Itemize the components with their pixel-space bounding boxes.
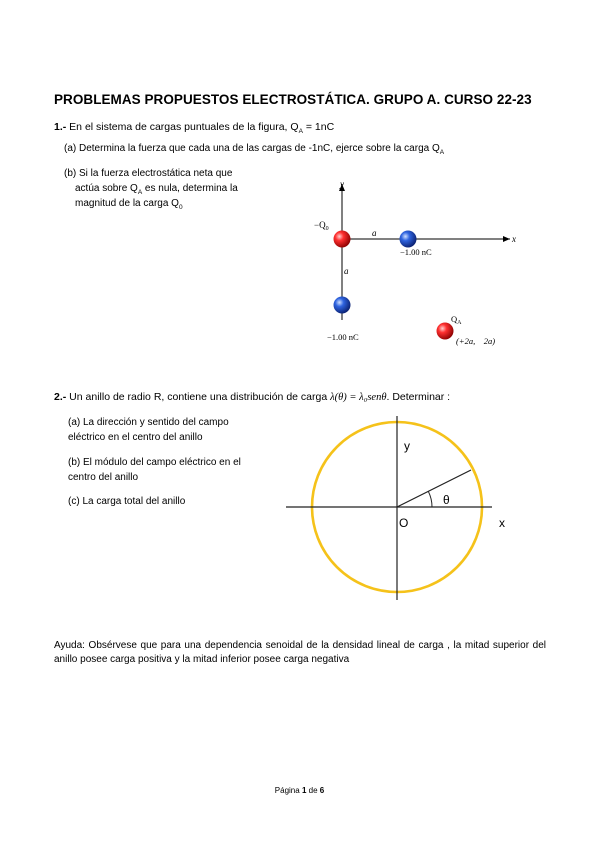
qa-label-text: Q bbox=[451, 314, 458, 324]
problem-2-text: Un anillo de radio R, contiene una distribución de carga bbox=[66, 391, 331, 403]
charge-qa-coords: (+2a, 2a) bbox=[456, 336, 496, 346]
problem-2a-line1: (a) La dirección y sentido del campo bbox=[68, 417, 229, 428]
problem-2a-line2: eléctrico en el centro del anillo bbox=[68, 432, 203, 443]
figure-1-a-vertical: a bbox=[344, 266, 349, 276]
problem-1b-line2-sub: A bbox=[137, 189, 143, 196]
charge-right-label: −1.00 nC bbox=[400, 247, 432, 257]
problem-1b-line2-end: es nula, determina la bbox=[142, 183, 238, 194]
problem-1-text: En el sistema de cargas puntuales de la figura, Q bbox=[66, 121, 299, 133]
charge-bottom-sphere bbox=[334, 297, 351, 314]
problem-2-statement bbox=[54, 391, 450, 403]
figure-1-y-label: y bbox=[340, 179, 344, 189]
problem-1-text-end: = 1nC bbox=[302, 121, 335, 133]
charge-q0-sphere bbox=[334, 231, 351, 248]
problem-1-number: 1.- bbox=[54, 121, 67, 133]
problem-2-formula: λ(θ) = λ₀senθ bbox=[330, 392, 387, 403]
problem-2-text-end: . Determinar : bbox=[386, 391, 451, 403]
problem-1a bbox=[64, 142, 444, 160]
problem-2-number: 2.- bbox=[54, 391, 67, 403]
problem-1-statement bbox=[54, 121, 334, 135]
problem-2c: (c) La carga total del anillo bbox=[68, 496, 186, 507]
qa-label-sub: A bbox=[457, 320, 462, 326]
figure-2-ring bbox=[280, 410, 530, 610]
help-note: Ayuda: Obsérvese que para una dependencia senoidal de la densidad lineal de carga , la mitad superior del anillo posee carga positiva y la mitad inferior posee carga negativa bbox=[54, 640, 546, 665]
problem-1a-sub: A bbox=[439, 149, 445, 156]
radius-line bbox=[397, 470, 471, 507]
problem-1b-line3-text: magnitud de la carga Q bbox=[75, 198, 179, 209]
q0-label-text: −Q bbox=[314, 220, 326, 230]
footer-page-number: 1 bbox=[301, 786, 307, 795]
footer-total-pages: 6 bbox=[319, 786, 325, 795]
figure-1-q0-label bbox=[314, 220, 329, 232]
figure-2-origin-label: O bbox=[399, 516, 409, 530]
theta-arc bbox=[428, 491, 432, 507]
figure-1-charges bbox=[300, 170, 530, 360]
problem-1a-text: (a) Determina la fuerza que cada una de las cargas de -1nC, ejerce sobre la carga Q bbox=[64, 143, 440, 154]
figure-2-x-label: x bbox=[499, 516, 505, 530]
problem-1b-line3 bbox=[75, 197, 183, 215]
problem-1-sub: A bbox=[298, 128, 303, 136]
problem-2b-line1: (b) El módulo del campo eléctrico en el bbox=[68, 457, 241, 468]
problem-2b-line2: centro del anillo bbox=[68, 472, 139, 483]
q0-label-sub: 0 bbox=[325, 226, 329, 232]
figure-2-theta-label: θ bbox=[443, 493, 450, 507]
figure-1-x-label: x bbox=[512, 234, 516, 244]
problem-1b-line1: (b) Si la fuerza electrostática neta que bbox=[64, 168, 233, 179]
footer-pre: Página bbox=[274, 786, 302, 795]
charge-bottom-label: −1.00 nC bbox=[327, 332, 359, 342]
page-title: PROBLEMAS PROPUESTOS ELECTROSTÁTICA. GRUPO A. CURSO 22-23 bbox=[54, 92, 532, 107]
page-footer bbox=[0, 786, 599, 795]
figure-1-a-horizontal: a bbox=[372, 228, 377, 238]
charge-qa-label bbox=[451, 314, 462, 326]
figure-2-y-label: y bbox=[404, 439, 410, 453]
problem-1b-line2-text: actúa sobre Q bbox=[75, 183, 138, 194]
charge-qa-sphere bbox=[437, 323, 454, 340]
problem-1b-line3-sub: 0 bbox=[178, 204, 183, 211]
footer-mid: de bbox=[306, 786, 320, 795]
charge-right-sphere bbox=[400, 231, 417, 248]
